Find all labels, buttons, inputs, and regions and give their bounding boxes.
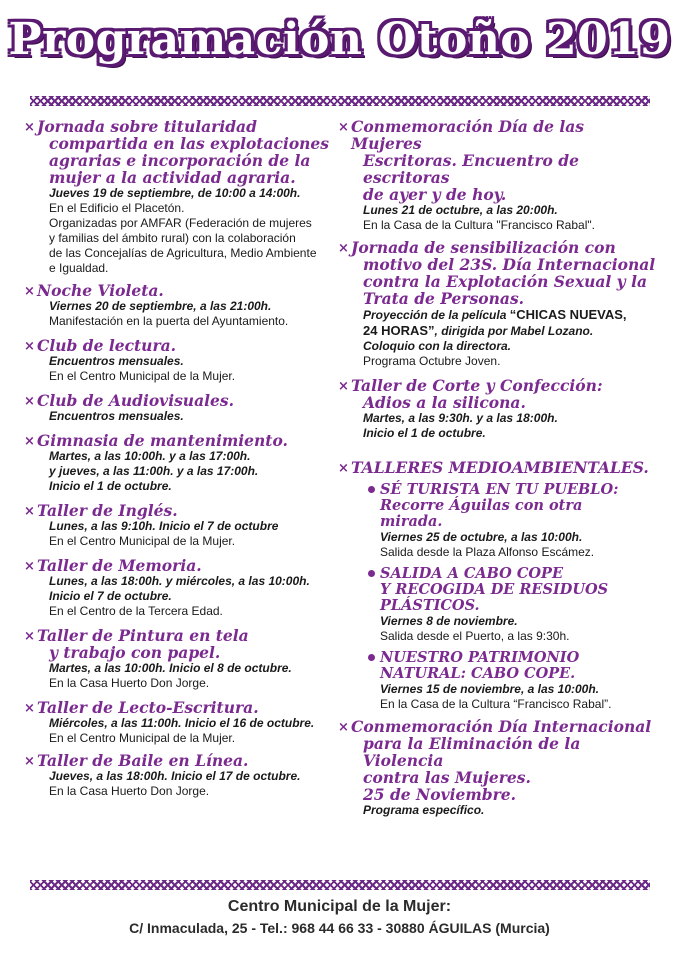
sub-event-title: SALIDA A CABO COPE Y RECOGIDA DE RESIDUOS PLÁSTICOS. — [380, 565, 609, 614]
cross-icon: × — [24, 559, 35, 574]
event-date: Viernes 20 de septiembre, a las 21:00h. — [49, 299, 272, 313]
cross-icon: × — [24, 434, 35, 449]
event-date: Encuentros mensuales. — [49, 354, 184, 368]
cross-icon: × — [24, 629, 35, 644]
sub-event-patrimonio — [338, 650, 658, 712]
sub-event-place: Salida desde la Plaza Alfonso Escámez. — [380, 545, 595, 559]
event-item — [24, 392, 339, 424]
event-title: Jornada sobre titularidad compartida en las explotaciones agrarias e incorporación de la mujer a la actividad agraria. — [37, 117, 330, 187]
event-item — [24, 557, 339, 619]
event-violencia-mujeres — [338, 718, 658, 818]
cross-icon: × — [24, 504, 35, 519]
event-place: En la Casa de la Cultura "Francisco Rabal". — [363, 218, 595, 232]
cross-icon: × — [24, 284, 35, 299]
event-title: Conmemoración Día de las Mujeres Escritoras. Encuentro de escritoras de ayer y de hoy. — [351, 117, 585, 204]
bullet-icon — [368, 486, 375, 493]
event-title: Taller de Corte y Confección: Adios a la silicona. — [351, 376, 603, 412]
event-title: Taller de Baile en Línea. — [37, 751, 249, 770]
cross-icon: × — [24, 120, 35, 135]
event-place: En la Casa Huerto Don Jorge. — [49, 784, 210, 798]
event-date: Inicio el 1 de octubre. — [49, 479, 172, 493]
cross-icon: × — [338, 720, 349, 735]
event-item — [24, 699, 339, 746]
cross-icon: × — [338, 461, 349, 476]
footer-address: C/ Inmaculada, 25 - Tel.: 968 44 66 33 - 30880 ÁGUILAS (Murcia) — [129, 920, 550, 936]
sub-event-place: Salida desde el Puerto, a las 9:30h. — [380, 629, 570, 643]
event-detail: Coloquio con la directora. — [363, 339, 512, 353]
event-date: Miércoles, a las 11:00h. Inicio el 16 de octubre. — [49, 716, 315, 730]
event-date: Martes, a las 10:00h. y a las 17:00h. — [49, 449, 251, 463]
cross-icon: × — [338, 379, 349, 394]
event-title: Taller de Lecto-Escritura. — [37, 698, 259, 717]
event-date: Jueves, a las 18:00h. Inicio el 17 de octubre. — [49, 769, 301, 783]
event-place: En el Centro de la Tercera Edad. — [49, 604, 223, 618]
sub-event-date: Viernes 15 de noviembre, a las 10:00h. — [380, 682, 599, 696]
cross-icon: × — [24, 701, 35, 716]
bottom-divider — [30, 880, 650, 890]
event-item — [24, 627, 339, 691]
event-date: Martes, a las 10:00h. Inicio el 8 de octubre. — [49, 661, 292, 675]
section-title: TALLERES MEDIOAMBIENTALES. — [351, 458, 649, 477]
event-title: Noche Violeta. — [37, 281, 164, 300]
event-date: Inicio el 7 de octubre. — [49, 589, 172, 603]
sub-event-title: SÉ TURISTA EN TU PUEBLO: Recorre Águilas con otra mirada. — [380, 481, 619, 530]
event-item — [24, 118, 339, 276]
event-date: Jueves 19 de septiembre, de 10:00 a 14:00h. — [49, 186, 301, 200]
event-talleres-medioambientales — [338, 459, 658, 476]
event-date: Martes, a las 9:30h. y a las 18:00h. — [363, 411, 558, 425]
event-escritoras — [338, 118, 658, 233]
event-item — [24, 432, 339, 494]
sub-event-date: Viernes 8 de noviembre. — [380, 614, 518, 628]
footer-center-name: Centro Municipal de la Mujer: — [227, 898, 452, 915]
event-title: Conmemoración Día Internacional para la Eliminación de la Violencia contra las Mujeres. 25 de Noviembre. — [351, 717, 652, 804]
event-place: y familias del ámbito rural) con la colaboración — [49, 231, 296, 245]
event-title: Club de lectura. — [37, 336, 177, 355]
event-date: Lunes, a las 9:10h. Inicio el 7 de octubre — [49, 519, 279, 533]
event-item — [24, 337, 339, 384]
event-place: e Igualdad. — [49, 261, 109, 275]
event-title: Taller de Inglés. — [37, 501, 178, 520]
event-title: Jornada de sensibilización con motivo del 23S. Día Internacional contra la Explotación Sexual y la Trata de Personas. — [351, 238, 656, 308]
event-detail: 24 HORAS”, dirigida por Mabel Lozano. — [363, 323, 594, 338]
sub-event-cabo-cope — [338, 566, 658, 644]
event-date: y jueves, a las 11:00h. y a las 17:00h. — [49, 464, 259, 478]
event-item — [24, 502, 339, 549]
event-date: Encuentros mensuales. — [49, 409, 184, 423]
event-date: Lunes, a las 18:00h. y miércoles, a las 10:00h. — [49, 574, 310, 588]
event-date: Lunes 21 de octubre, a las 20:00h. — [363, 203, 558, 217]
event-place: En la Casa Huerto Don Jorge. — [49, 676, 210, 690]
event-date: Inicio el 1 de octubre. — [363, 426, 486, 440]
event-place: En el Edificio el Placetón. — [49, 201, 185, 215]
event-place: En el Centro Municipal de la Mujer. — [49, 731, 236, 745]
top-divider — [30, 96, 650, 106]
event-title: Taller de Pintura en tela y trabajo con papel. — [37, 626, 249, 662]
event-detail: Programa específico. — [363, 803, 485, 817]
sub-event-turista — [338, 482, 658, 560]
event-corte-confeccion — [338, 377, 658, 441]
event-title: Taller de Memoria. — [37, 556, 202, 575]
event-item — [24, 752, 339, 799]
event-place: de las Concejalías de Agricultura, Medio Ambiente — [49, 246, 317, 260]
event-place: Programa Octubre Joven. — [363, 354, 501, 368]
event-title: Club de Audiovisuales. — [37, 391, 234, 410]
event-place: En el Centro Municipal de la Mujer. — [49, 369, 236, 383]
sub-event-date: Viernes 25 de octubre, a las 10:00h. — [380, 530, 583, 544]
right-column — [338, 118, 658, 818]
cross-icon: × — [24, 394, 35, 409]
left-column — [24, 118, 339, 805]
event-detail: Proyección de la película “CHICAS NUEVAS, — [363, 307, 627, 322]
page-title: Programación Otoño 2019 — [8, 14, 671, 65]
bullet-icon — [368, 570, 375, 577]
event-place: Manifestación en la puerta del Ayuntamiento. — [49, 314, 289, 328]
event-item — [24, 282, 339, 329]
sub-event-place: En la Casa de la Cultura “Francisco Rabal”. — [380, 697, 612, 711]
event-place: En el Centro Municipal de la Mujer. — [49, 534, 236, 548]
sub-event-title: NUESTRO PATRIMONIO NATURAL: CABO COPE. — [380, 649, 580, 682]
event-jornada-23s — [338, 239, 658, 369]
event-place: Organizadas por AMFAR (Federación de mujeres — [49, 216, 312, 230]
cross-icon: × — [24, 339, 35, 354]
event-title: Gimnasia de mantenimiento. — [37, 431, 288, 450]
cross-icon: × — [338, 120, 349, 135]
cross-icon: × — [24, 754, 35, 769]
cross-icon: × — [338, 241, 349, 256]
bullet-icon — [368, 654, 375, 661]
